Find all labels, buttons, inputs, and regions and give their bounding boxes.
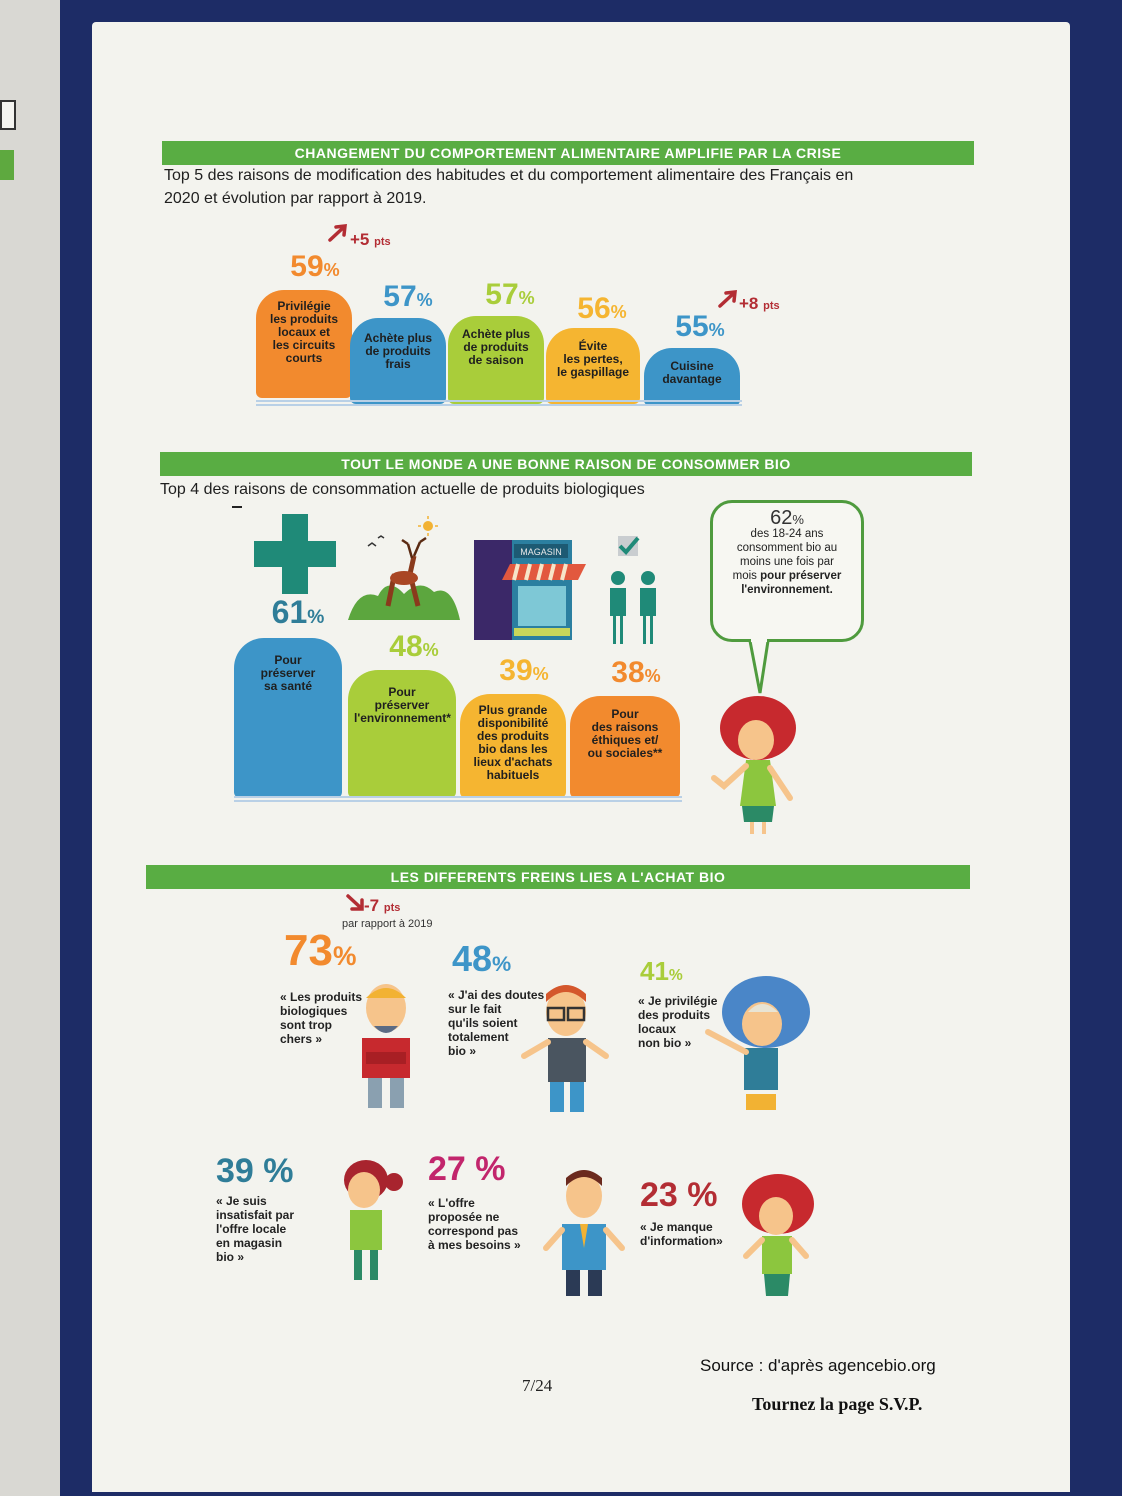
s3-quote-4-l1: « Je suis (216, 1194, 267, 1208)
s3-quote-5-l2: proposée ne (428, 1210, 500, 1224)
evolution-plus5-value: +5 (350, 230, 370, 249)
s2-label-3-l4: bio dans les (478, 742, 548, 756)
s1-bar-cook-more (644, 348, 740, 406)
s1-value-1-unit: % (323, 260, 340, 280)
s1-label-2-l2: de produits (365, 344, 431, 358)
bubble-tail (748, 639, 772, 695)
s1-bar-local-products (256, 290, 352, 398)
s1-label-1-l5: courts (285, 351, 323, 365)
s2-bar-availability (460, 694, 566, 798)
s3-quote-4-l5: bio » (216, 1250, 245, 1264)
s1-label-1-l2: les produits (269, 312, 338, 326)
man-tie-character-icon (544, 1168, 624, 1298)
s2-value-1-unit: % (307, 607, 325, 628)
s2-label-1-l1: Pour (274, 653, 302, 667)
evolution-plus8-unit: pts (763, 300, 780, 312)
s3-quote-5-l4: à mes besoins » (428, 1238, 521, 1252)
s2-value-2-number: 48 (389, 630, 423, 663)
bubble-line5-bold: l'environnement. (741, 584, 833, 596)
woman-red-hair-character-icon (734, 1172, 820, 1302)
evolution-plus5 (350, 230, 391, 250)
s2-label-2-l3: l'environnement* (354, 711, 451, 725)
s3-quote-6-l1: « Je manque (640, 1220, 713, 1234)
s1-label-5-l1: Cuisine (670, 359, 714, 373)
s1-value-3-number: 57 (485, 278, 519, 311)
s2-label-1-l2: préserver (260, 666, 316, 680)
s3-quote-2-l3: qu'ils soient (448, 1016, 518, 1030)
s3-quote-1-l4: chers » (280, 1032, 323, 1046)
s1-value-4 (566, 292, 638, 326)
section1-intro-line1: Top 5 des raisons de modification des habitudes et du comportement alimentaire des Français en (164, 167, 854, 184)
s2-value-1 (260, 594, 336, 631)
section2-dash (232, 506, 242, 508)
bubble-line4-plain: mois (732, 570, 761, 582)
s1-value-5-number: 55 (675, 310, 709, 343)
section3-title-band: LES DIFFERENTS FREINS LIES A L'ACHAT BIO (146, 865, 970, 889)
s3-quote-3-l3: locaux (638, 1022, 677, 1036)
s1-value-4-unit: % (610, 302, 627, 322)
bald-man-character-icon (350, 982, 420, 1112)
s1-label-2-l1: Achète plus (363, 331, 432, 345)
s3-quote-4-l3: l'offre locale (216, 1222, 287, 1236)
page-edge-green-mark (0, 150, 14, 180)
s3-value-1-number: 73 (284, 926, 333, 975)
s1-value-2 (372, 280, 444, 314)
s1-label-5-l2: davantage (662, 372, 722, 386)
s2-label-4-l3: éthiques et/ (591, 733, 659, 747)
section2-intro: Top 4 des raisons de consommation actuelle de produits biologiques (160, 481, 645, 498)
old-woman-character-icon (696, 972, 812, 1112)
s3-value-3-unit: % (668, 967, 683, 984)
s1-value-3 (474, 278, 546, 312)
evolution-minus7-unit: pts (383, 902, 401, 914)
s3-quote-2-l1: « J'ai des doutes (448, 988, 545, 1002)
s2-label-3-l1: Plus grande (478, 703, 548, 717)
section1-intro (164, 164, 984, 210)
s1-label-4-l3: le gaspillage (556, 365, 630, 379)
s2-value-2 (376, 630, 452, 664)
s3-value-1 (284, 926, 368, 976)
s3-quote-5-l3: correspond pas (428, 1224, 519, 1238)
s3-value-5 (428, 1150, 538, 1189)
s1-label-3-l3: de saison (468, 353, 524, 367)
s2-value-2-unit: % (422, 640, 439, 660)
s1-bar-avoid-waste (546, 328, 640, 404)
s3-quote-2-l5: bio » (448, 1044, 477, 1058)
s1-label-1-l1: Privilégie (277, 299, 331, 313)
s2-label-3-l5: lieux d'achats (473, 755, 553, 769)
evolution-minus7-value: -7 (364, 896, 380, 915)
s3-quote-4 (216, 1194, 294, 1264)
s1-value-1-number: 59 (290, 250, 324, 283)
s1-label-3-l1: Achète plus (461, 327, 530, 341)
s3-quote-5 (428, 1196, 521, 1252)
s3-quote-1-l3: sont trop (280, 1018, 332, 1032)
s1-value-5-unit: % (708, 320, 725, 340)
s3-quote-3-l1: « Je privilégie (638, 994, 718, 1008)
s1-bar-fresh-products (350, 318, 446, 404)
up-arrow-icon (328, 224, 350, 242)
s1-baseline-lines (256, 400, 742, 408)
s2-label-4-l1: Pour (611, 707, 639, 721)
s3-quote-1-l2: biologiques (280, 1004, 348, 1018)
s2-label-3-l2: disponibilité (477, 716, 549, 730)
s2-label-2-l2: préserver (374, 698, 430, 712)
bubble-line5 (713, 583, 861, 597)
woman-bun-character-icon (334, 1156, 410, 1282)
s3-value-5-number: 27 % (428, 1150, 506, 1188)
document-page (92, 22, 1070, 1492)
s2-bar-ethics (570, 696, 680, 798)
section2-title-band: TOUT LE MONDE A UNE BONNE RAISON DE CONSOMMER BIO (160, 452, 972, 476)
s3-quote-1-l1: « Les produits (280, 990, 363, 1004)
s1-label-1-l4: les circuits (272, 338, 336, 352)
bubble-line4-bold: pour préserver (760, 570, 842, 582)
s3-quote-6 (640, 1220, 723, 1248)
bubble-line4 (713, 569, 861, 583)
bubble-line2: consomment bio au (736, 542, 838, 554)
bubble-value (713, 507, 861, 529)
s1-value-4-number: 56 (577, 292, 611, 325)
evolution-plus8-value: +8 (739, 294, 759, 313)
s3-value-1-unit: % (332, 941, 357, 971)
left-page-edge (0, 0, 60, 1496)
deer-nature-icon (348, 516, 460, 620)
s1-value-2-unit: % (416, 290, 433, 310)
evolution-plus5-unit: pts (374, 236, 391, 248)
s1-label-2-l3: frais (385, 357, 411, 371)
page-edge-box (0, 100, 16, 130)
s1-value-5 (664, 310, 736, 344)
s2-value-4-unit: % (644, 666, 661, 686)
s1-label-4-l1: Évite (578, 339, 608, 353)
s2-value-3-number: 39 (499, 654, 533, 687)
s2-bar-health (234, 638, 342, 798)
s1-bar-seasonal-products (448, 316, 544, 404)
evolution-minus7 (364, 896, 400, 916)
health-cross-icon (254, 514, 336, 594)
s2-value-1-number: 61 (271, 594, 308, 630)
section1-title-band: CHANGEMENT DU COMPORTEMENT ALIMENTAIRE AMPLIFIE PAR LA CRISE (162, 141, 974, 165)
s2-value-4 (598, 656, 674, 690)
section1-intro-line2: 2020 et évolution par rapport à 2019. (164, 190, 427, 207)
s2-label-1-l3: sa santé (263, 679, 313, 693)
s2-label-3-l6: habituels (486, 768, 540, 782)
s1-label-4-l2: les pertes, (563, 352, 623, 366)
s1-label-3-l2: de produits (463, 340, 529, 354)
s3-quote-3-l2: des produits (638, 1008, 711, 1022)
s2-value-3-unit: % (532, 664, 549, 684)
s3-value-2-number: 48 (452, 938, 493, 979)
s3-quote-3-l4: non bio » (638, 1036, 692, 1050)
down-arrow-icon (346, 894, 366, 912)
s3-value-4 (216, 1152, 326, 1191)
s3-quote-4-l2: insatisfait par (216, 1208, 295, 1222)
source-credit: Source : d'après agencebio.org (700, 1356, 936, 1375)
man-glasses-character-icon (520, 982, 610, 1116)
woman-character-icon (706, 694, 810, 834)
evolution-note: par rapport à 2019 (342, 918, 433, 930)
s2-label-4-l2: des raisons (591, 720, 659, 734)
s2-bar-environment (348, 670, 456, 798)
s1-value-1 (280, 250, 350, 284)
speech-bubble (710, 500, 864, 642)
bubble-line1: des 18-24 ans (750, 528, 824, 540)
s3-value-2-unit: % (492, 951, 512, 976)
s3-value-3-number: 41 (640, 956, 669, 986)
s2-label-3-l3: des produits (476, 729, 549, 743)
s3-value-6-number: 23 % (640, 1176, 718, 1214)
page-number: 7/24 (522, 1376, 553, 1395)
s3-quote-2-l4: totalement (448, 1030, 509, 1044)
s1-value-2-number: 57 (383, 280, 417, 313)
s2-value-3 (486, 654, 562, 688)
bubble-value-number: 62 (770, 507, 793, 529)
s1-value-3-unit: % (518, 288, 535, 308)
s2-label-2-l1: Pour (388, 685, 416, 699)
s2-label-4-l4: ou sociales** (587, 746, 663, 760)
s2-baseline-lines (234, 796, 682, 804)
people-check-icon (604, 536, 668, 646)
turn-page-note: Tournez la page S.V.P. (752, 1394, 923, 1414)
s3-value-2 (452, 938, 532, 980)
shop-sign-text: MAGASIN (520, 547, 562, 557)
evolution-plus8 (739, 294, 780, 314)
bubble-value-unit: % (792, 512, 804, 527)
s2-value-4-number: 38 (611, 656, 645, 689)
s3-quote-6-l2: d'information» (640, 1234, 723, 1248)
s3-quote-5-l1: « L'offre (428, 1196, 475, 1210)
up-arrow-icon (718, 290, 740, 308)
s3-quote-2-l2: sur le fait (448, 1002, 502, 1016)
s3-value-4-number: 39 % (216, 1152, 294, 1190)
s3-quote-4-l4: en magasin (216, 1236, 283, 1250)
bubble-line3: moins une fois par (740, 556, 834, 568)
shop-icon (474, 540, 586, 640)
s1-label-1-l3: locaux et (277, 325, 331, 339)
